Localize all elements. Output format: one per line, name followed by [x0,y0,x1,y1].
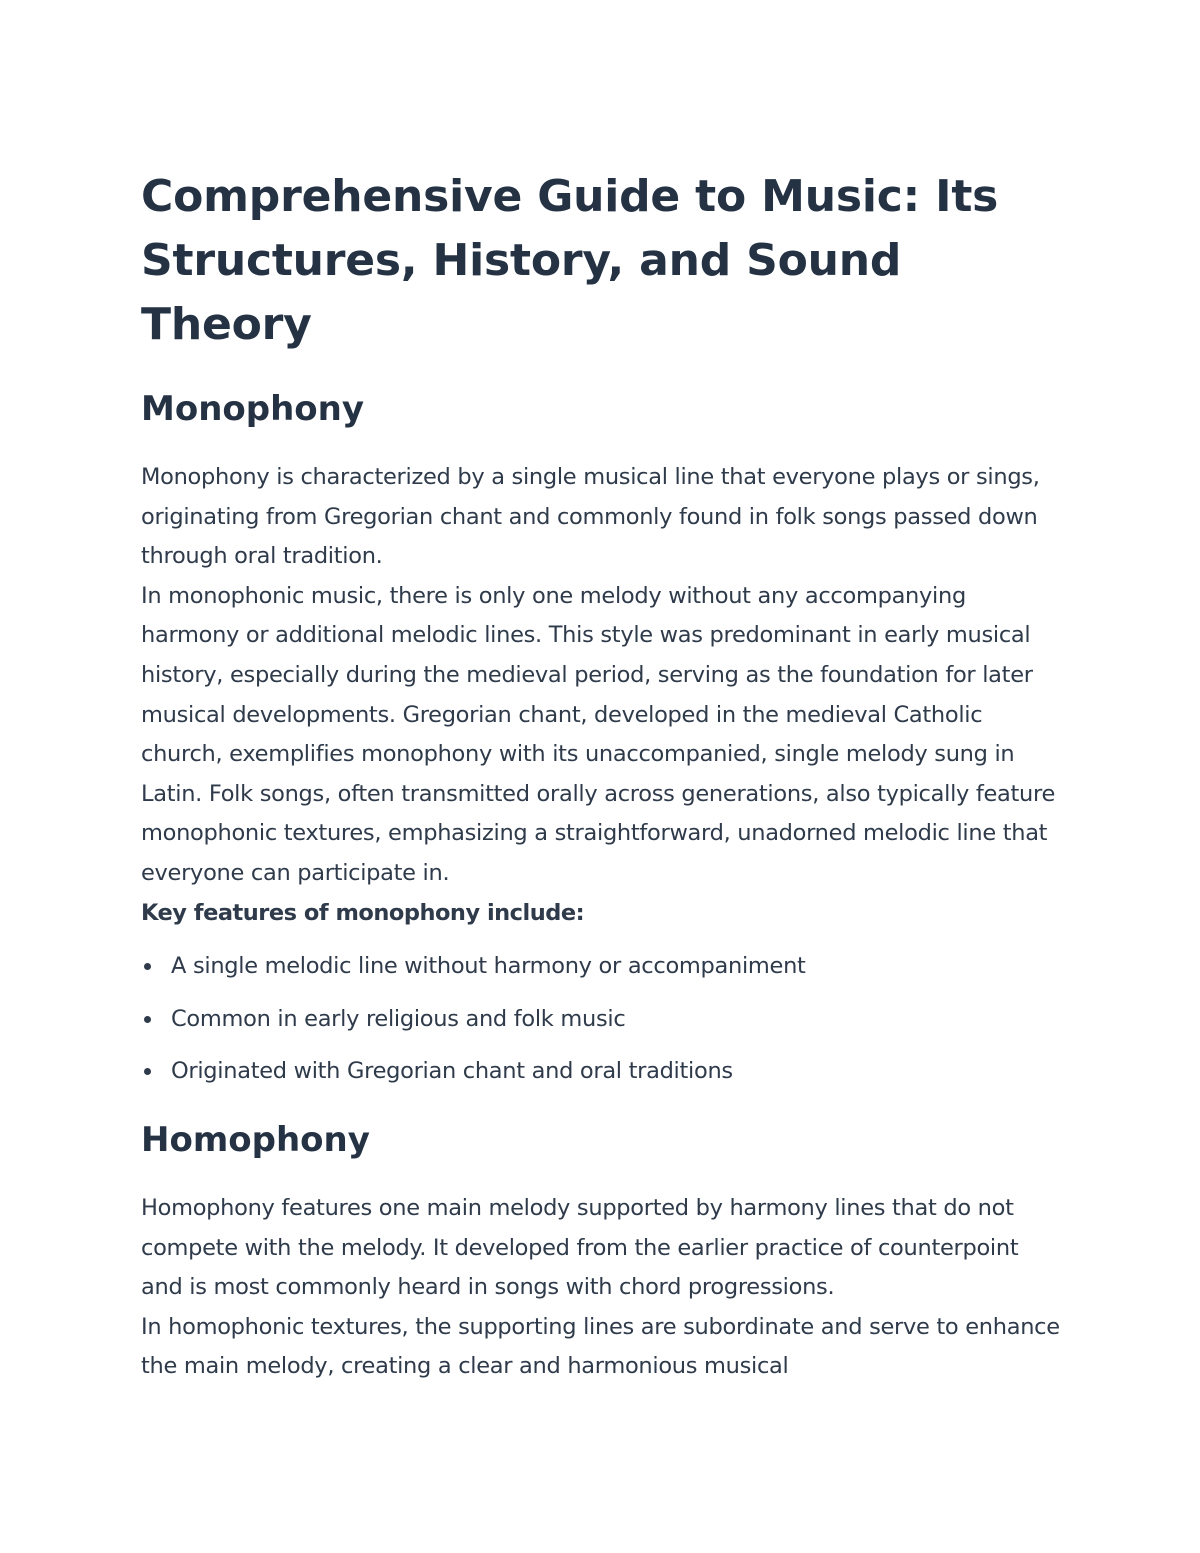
list-item [141,947,1066,987]
paragraph: In monophonic music, there is only one melody without any accompanying harmony or additional melodic lines. This style was predominant in early musical history, especially during the medieval period, serving as the foundation for later musical developments. Gregorian chant, developed in the medieval Catholic church, exemplifies monophony with its unaccompanied, single melody sung in Latin. Folk songs, often transmitted orally across generations, also typically feature monophonic textures, emphasizing a straightforward, unadorned melodic line that everyone can participate in. [141,582,1056,886]
bullet-icon [144,963,151,970]
list-item-text: Originated with Gregorian chant and oral traditions [171,1058,733,1085]
feature-list [141,947,1066,1092]
section-body-monophony [141,458,1066,1092]
paragraph: Homophony features one main melody supported by harmony lines that do not compete with the melody. It developed from the earlier practice of counterpoint and is most commonly heard in songs with chord progressions. [141,1194,1019,1301]
list-item-text: A single melodic line without harmony or accompaniment [171,953,806,980]
document-title: Comprehensive Guide to Music: Its Structures, History, and Sound Theory [141,171,999,350]
bullet-icon [144,1068,151,1075]
list-item [141,1052,1066,1092]
paragraph: Monophony is characterized by a single musical line that everyone plays or sings, originating from Gregorian chant and commonly found in folk songs passed down through oral tradition. [141,464,1040,570]
paragraph: In homophonic textures, the supporting lines are subordinate and serve to enhance the main melody, creating a clear and harmonious musical [141,1313,1060,1380]
document-page [141,165,1066,1387]
section-body-homophony [141,1189,1066,1387]
section-heading-homophony: Homophony [141,1119,370,1160]
list-lead: Key features of monophony include: [141,899,585,926]
section-heading-monophony: Monophony [141,389,365,429]
list-item-text: Common in early religious and folk music [171,1005,626,1032]
bullet-icon [144,1016,151,1023]
list-item [141,1000,1066,1040]
